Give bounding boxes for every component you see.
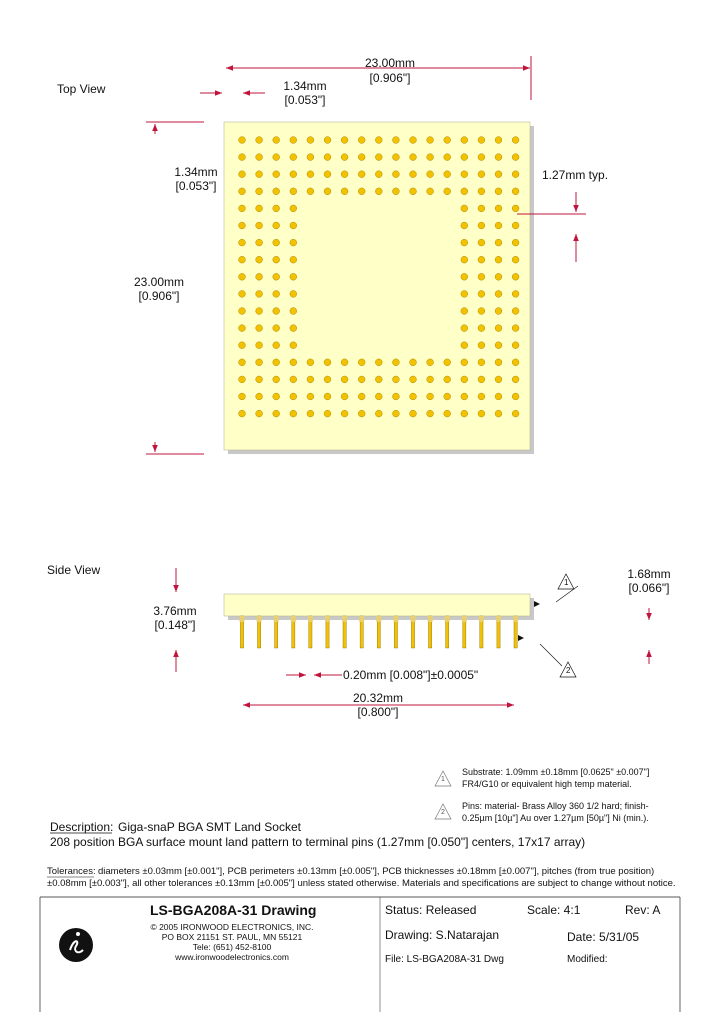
- company-info: [142, 922, 322, 962]
- bga-pad: [290, 137, 297, 144]
- bga-pad: [290, 325, 297, 332]
- side-pin-shoulder: [274, 616, 279, 622]
- bga-pad: [512, 308, 519, 315]
- bga-pad: [256, 291, 263, 298]
- dim-substrate-in: [0.066"]: [628, 581, 670, 595]
- bga-pad: [444, 171, 451, 178]
- bga-pad: [461, 171, 468, 178]
- bga-pad: [512, 291, 519, 298]
- bga-pad: [478, 410, 485, 417]
- bga-pad: [478, 393, 485, 400]
- bga-pad: [290, 222, 297, 229]
- bga-pad: [290, 171, 297, 178]
- bga-pad: [410, 393, 417, 400]
- bga-pad: [273, 137, 280, 144]
- bga-pad: [256, 137, 263, 144]
- bga-pad: [290, 256, 297, 263]
- bga-pad: [444, 188, 451, 195]
- bga-pad: [256, 205, 263, 212]
- bga-pad: [239, 171, 246, 178]
- bga-pad: [307, 188, 314, 195]
- bga-pad: [461, 342, 468, 349]
- bga-pad: [512, 222, 519, 229]
- bga-pad: [307, 410, 314, 417]
- bga-pad: [358, 188, 365, 195]
- side-pin-shoulder: [359, 616, 364, 622]
- bga-pad: [341, 171, 348, 178]
- bga-pad: [444, 359, 451, 366]
- bga-pad: [290, 188, 297, 195]
- side-pin-shoulder: [291, 616, 296, 622]
- bga-pad: [461, 376, 468, 383]
- bga-pad: [393, 410, 400, 417]
- side-pins: [240, 616, 519, 648]
- bga-pad: [495, 171, 502, 178]
- bga-pad: [375, 137, 382, 144]
- dim-offset-y-mm: 1.34mm: [174, 165, 218, 179]
- bga-pad: [444, 137, 451, 144]
- bga-pad: [256, 154, 263, 161]
- bga-pad: [273, 188, 280, 195]
- bga-pad: [256, 188, 263, 195]
- note-1-number: 1: [441, 776, 445, 783]
- bga-pad: [461, 222, 468, 229]
- bga-pad: [444, 393, 451, 400]
- dim-offset-x-label: [272, 79, 338, 107]
- side-body: [224, 594, 530, 616]
- dim-height-mm: 23.00mm: [133, 275, 185, 289]
- bga-pad: [478, 273, 485, 280]
- side-pin-shoulder: [257, 616, 262, 622]
- bga-pad: [427, 171, 434, 178]
- side-pin-shoulder: [342, 616, 347, 622]
- bga-pad: [393, 154, 400, 161]
- description-value: Giga-snaP BGA SMT Land Socket: [118, 820, 301, 834]
- bga-pad: [478, 137, 485, 144]
- bga-pad: [478, 256, 485, 263]
- bga-pad: [410, 410, 417, 417]
- side-pin-shoulder: [496, 616, 501, 622]
- bga-pad: [256, 273, 263, 280]
- bga-pad: [256, 342, 263, 349]
- bga-pad: [478, 171, 485, 178]
- dim-side-height-in: [0.148"]: [154, 618, 196, 632]
- bga-pad: [461, 308, 468, 315]
- dim-width-in-label: [340, 71, 440, 85]
- bga-pad: [478, 188, 485, 195]
- bga-pad: [375, 376, 382, 383]
- bga-pad: [461, 291, 468, 298]
- bga-pad: [341, 188, 348, 195]
- note-2-line-1: Pins: material- Brass Alloy 360 1/2 hard; finish-: [462, 801, 649, 811]
- bga-pad: [393, 376, 400, 383]
- bga-pad: [410, 171, 417, 178]
- side-pin-shoulder: [479, 616, 484, 622]
- bga-pad: [478, 325, 485, 332]
- bga-pad: [290, 410, 297, 417]
- dim-offset-x-in: [0.053"]: [284, 93, 326, 107]
- bga-pad: [324, 393, 331, 400]
- bga-pad: [239, 273, 246, 280]
- bga-pad: [358, 154, 365, 161]
- company-line-1: © 2005 IRONWOOD ELECTRONICS, INC.: [150, 922, 314, 932]
- dim-substrate-mm: 1.68mm: [627, 567, 671, 581]
- bga-pad: [461, 188, 468, 195]
- bga-pad: [495, 205, 502, 212]
- bga-pad: [307, 137, 314, 144]
- bga-pad: [256, 256, 263, 263]
- bga-pad: [427, 359, 434, 366]
- bga-pad: [290, 239, 297, 246]
- bga-pad: [307, 376, 314, 383]
- side-pin-shoulder: [308, 616, 313, 622]
- bga-pad: [324, 188, 331, 195]
- bga-pad: [427, 188, 434, 195]
- bga-pad: [478, 205, 485, 212]
- bga-pad: [239, 342, 246, 349]
- bga-pad: [393, 188, 400, 195]
- bga-pad: [375, 410, 382, 417]
- bga-pad: [478, 154, 485, 161]
- dim-span-label: [340, 691, 416, 719]
- bga-pad: [307, 359, 314, 366]
- note-1: [462, 766, 649, 790]
- bga-pad: [239, 188, 246, 195]
- dim-width-label: [340, 56, 440, 70]
- bga-pad: [307, 171, 314, 178]
- side-pin-shoulder: [240, 616, 245, 622]
- dim-offset-y-in: [0.053"]: [175, 179, 217, 193]
- logo-dot: [76, 932, 80, 936]
- bga-pad: [324, 410, 331, 417]
- bga-pad: [273, 205, 280, 212]
- dim-pin-dia-label: 0.20mm [0.008"]±0.0005": [343, 668, 479, 682]
- bga-pad: [290, 154, 297, 161]
- bga-pad: [239, 308, 246, 315]
- bga-pad: [273, 171, 280, 178]
- side-pin-shoulder: [513, 616, 518, 622]
- bga-pad: [393, 137, 400, 144]
- bga-pad: [461, 239, 468, 246]
- company-line-4: www.ironwoodelectronics.com: [175, 952, 289, 962]
- bga-pad: [478, 291, 485, 298]
- bga-pad: [495, 376, 502, 383]
- tolerances-line-1: diameters ±0.03mm [±0.001"], PCB perimeters ±0.13mm [±0.005"], PCB thicknesses ±0.18mm [±0.007"], pitches (from true position): [98, 866, 655, 877]
- note-1-line-2: FR4/G10 or equivalent high temp material.: [462, 779, 632, 789]
- drawing-title: LS-BGA208A-31 Drawing: [150, 902, 317, 918]
- bga-pad: [256, 393, 263, 400]
- status: Status: Released: [385, 903, 477, 917]
- bga-pad: [444, 410, 451, 417]
- bga-pad: [495, 137, 502, 144]
- bga-pad: [495, 222, 502, 229]
- date: Date: 5/31/05: [567, 930, 640, 944]
- side-pin-shoulder: [462, 616, 467, 622]
- dim-substrate-label: [620, 567, 678, 595]
- company-line-3: Tele: (651) 452-8100: [192, 942, 272, 952]
- bga-pad: [290, 291, 297, 298]
- bga-pad: [256, 359, 263, 366]
- bga-pad: [512, 188, 519, 195]
- bga-pad: [478, 342, 485, 349]
- bga-pad: [495, 410, 502, 417]
- callout-2-number: 2: [566, 666, 571, 675]
- bga-pad: [512, 359, 519, 366]
- bga-pad: [512, 342, 519, 349]
- bga-pad: [495, 239, 502, 246]
- dim-pitch-label: 1.27mm typ.: [542, 168, 609, 182]
- tolerances-label: Tolerances:: [47, 866, 96, 877]
- bga-pad: [495, 325, 502, 332]
- dim-height-label: [120, 275, 198, 303]
- bga-pad: [461, 410, 468, 417]
- bga-pad: [324, 171, 331, 178]
- side-pin-shoulder: [376, 616, 381, 622]
- description-positions: 208 position: [50, 835, 115, 849]
- bga-pad: [375, 188, 382, 195]
- bga-pad: [358, 171, 365, 178]
- bga-pad: [461, 137, 468, 144]
- bga-pad: [495, 273, 502, 280]
- bga-pad: [393, 171, 400, 178]
- bga-pad: [512, 410, 519, 417]
- modified: Modified:: [567, 954, 608, 965]
- bga-pad: [495, 393, 502, 400]
- tolerances-line-2: ±0.08mm [±0.003"], all other tolerances ±0.13mm [±0.005"] unless stated otherwise. Materials and specifications are subject to change without notice.: [47, 878, 676, 889]
- bga-pad: [273, 376, 280, 383]
- bga-pad: [461, 154, 468, 161]
- bga-pad: [410, 359, 417, 366]
- bga-pad: [290, 308, 297, 315]
- bga-pad: [512, 205, 519, 212]
- bga-pad: [512, 171, 519, 178]
- bga-pad: [512, 325, 519, 332]
- bga-pad: [290, 342, 297, 349]
- bga-pad: [290, 376, 297, 383]
- bga-pad: [393, 359, 400, 366]
- bga-pad: [495, 188, 502, 195]
- bga-pad: [410, 137, 417, 144]
- bga-pad: [239, 222, 246, 229]
- bga-pad: [290, 393, 297, 400]
- dim-offset-y-label: [164, 165, 228, 193]
- bga-pad: [512, 393, 519, 400]
- bga-pad: [273, 154, 280, 161]
- side-pin-shoulder: [325, 616, 330, 622]
- bga-pad: [461, 359, 468, 366]
- bga-pad: [256, 376, 263, 383]
- dim-side-height-mm: 3.76mm: [153, 604, 197, 618]
- bga-pad: [290, 359, 297, 366]
- bga-pad: [410, 188, 417, 195]
- bga-pad: [461, 205, 468, 212]
- bga-pad: [341, 359, 348, 366]
- dim-width-mm: 23.00mm: [364, 56, 416, 70]
- bga-pad: [239, 359, 246, 366]
- dim-span-in: [0.800"]: [357, 705, 399, 719]
- company-line-2: PO BOX 21151 ST. PAUL, MN 55121: [161, 932, 303, 942]
- bga-pad: [273, 291, 280, 298]
- bga-pad: [375, 154, 382, 161]
- bga-pad: [341, 410, 348, 417]
- bga-pad: [495, 308, 502, 315]
- description-label: Description:: [50, 820, 114, 834]
- bga-pad: [478, 376, 485, 383]
- bga-pad: [393, 393, 400, 400]
- bga-pad: [239, 393, 246, 400]
- bga-pad: [478, 239, 485, 246]
- bga-pad: [273, 325, 280, 332]
- bga-pad: [478, 308, 485, 315]
- bga-pad: [324, 359, 331, 366]
- bga-pad: [410, 154, 417, 161]
- bga-pad: [427, 393, 434, 400]
- file-name: File: LS-BGA208A-31 Dwg: [385, 954, 504, 965]
- bga-pad: [444, 154, 451, 161]
- bga-pad: [256, 222, 263, 229]
- bga-pad: [239, 256, 246, 263]
- bga-pad: [512, 256, 519, 263]
- bga-pad: [495, 342, 502, 349]
- bga-pad: [427, 376, 434, 383]
- bga-pad: [239, 137, 246, 144]
- note-2-number: 2: [441, 809, 445, 816]
- bga-pad: [239, 376, 246, 383]
- bga-pad: [495, 359, 502, 366]
- bga-pad: [273, 393, 280, 400]
- note-1-line-1: Substrate: 1.09mm ±0.18mm [0.0625" ±0.007"]: [462, 767, 650, 777]
- bga-pad: [239, 239, 246, 246]
- bga-pad: [239, 154, 246, 161]
- note-2: [462, 800, 649, 824]
- bga-pad: [461, 393, 468, 400]
- callout-1-number: 1: [564, 578, 569, 587]
- note-2-line-2: 0.25µm [10µ"] Au over 1.27µm [50µ"] Ni (min.).: [462, 813, 649, 823]
- bga-pad: [341, 154, 348, 161]
- bga-pad: [495, 256, 502, 263]
- bga-pad: [341, 376, 348, 383]
- bga-pad: [290, 205, 297, 212]
- bga-pad: [256, 325, 263, 332]
- bga-pad: [495, 291, 502, 298]
- bga-pad: [358, 376, 365, 383]
- bga-pad: [461, 273, 468, 280]
- dim-side-height-label: [146, 604, 204, 632]
- side-marker-1: [534, 601, 540, 607]
- bga-pad: [239, 325, 246, 332]
- bga-pad: [324, 154, 331, 161]
- bga-pad: [375, 171, 382, 178]
- bga-pad: [478, 359, 485, 366]
- revision: Rev: A: [625, 903, 661, 917]
- bga-pad: [444, 376, 451, 383]
- bga-pad: [239, 205, 246, 212]
- side-pin-shoulder: [428, 616, 433, 622]
- bga-pad: [256, 239, 263, 246]
- bga-pad: [358, 393, 365, 400]
- bga-pad: [410, 376, 417, 383]
- description-detail: BGA surface mount land pattern to terminal pins (1.27mm [0.050"] centers, 17x17 array): [118, 835, 586, 849]
- side-pin-shoulder: [445, 616, 450, 622]
- bga-pad: [512, 239, 519, 246]
- bga-pad: [427, 154, 434, 161]
- dim-span-mm: 20.32mm: [352, 691, 404, 705]
- bga-pad: [495, 154, 502, 161]
- bga-pad: [290, 273, 297, 280]
- bga-pad: [273, 410, 280, 417]
- drawing-by: Drawing: S.Natarajan: [385, 928, 500, 942]
- bga-pad: [427, 137, 434, 144]
- bga-pad: [256, 308, 263, 315]
- top-view-title: Top View: [57, 82, 106, 96]
- bga-pad: [461, 256, 468, 263]
- bga-pad: [324, 137, 331, 144]
- bga-pad: [273, 273, 280, 280]
- side-view-title: Side View: [47, 563, 101, 577]
- bga-pad: [256, 171, 263, 178]
- leader-2: [540, 644, 562, 666]
- bga-pad: [512, 137, 519, 144]
- dim-width-in: [0.906"]: [369, 71, 411, 85]
- bga-pad: [273, 359, 280, 366]
- bga-pad: [273, 222, 280, 229]
- bga-pad: [512, 154, 519, 161]
- bga-pad: [461, 325, 468, 332]
- bga-pad: [307, 154, 314, 161]
- bga-pad: [375, 393, 382, 400]
- bga-pad: [341, 137, 348, 144]
- bga-pad: [273, 342, 280, 349]
- bga-pad: [256, 410, 263, 417]
- bga-pad: [375, 359, 382, 366]
- scale: Scale: 4:1: [527, 903, 581, 917]
- bga-pad: [358, 137, 365, 144]
- bga-pad: [307, 393, 314, 400]
- bga-pad: [512, 273, 519, 280]
- side-pin-shoulder: [411, 616, 416, 622]
- bga-pad: [358, 359, 365, 366]
- side-pin-shoulder: [393, 616, 398, 622]
- bga-pad: [427, 410, 434, 417]
- bga-pad: [239, 291, 246, 298]
- bga-pad: [273, 239, 280, 246]
- bga-pad: [324, 376, 331, 383]
- side-marker-2: [518, 635, 524, 641]
- bga-pad: [273, 256, 280, 263]
- dim-height-in: [0.906"]: [138, 289, 180, 303]
- bga-pad: [358, 410, 365, 417]
- bga-pad: [478, 222, 485, 229]
- dim-offset-x-mm: 1.34mm: [283, 79, 327, 93]
- bga-pad: [273, 308, 280, 315]
- bga-pad: [239, 410, 246, 417]
- bga-pad: [341, 393, 348, 400]
- bga-pad: [512, 376, 519, 383]
